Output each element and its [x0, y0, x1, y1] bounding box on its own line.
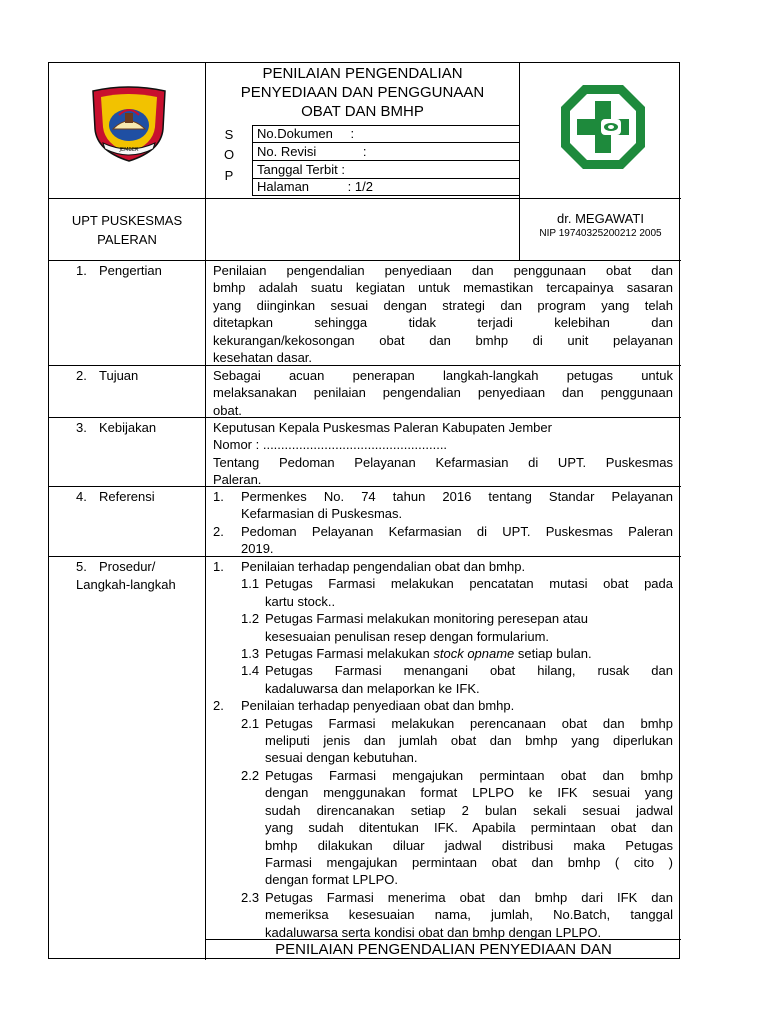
procedure-group: [213, 558, 673, 575]
procedure-step: [213, 610, 673, 645]
sop-letter: P: [224, 168, 234, 183]
step-number: 1.3: [241, 646, 260, 662]
text-line: Farmasi mengajukan permintaan obat dan bmhp ( cito ): [265, 854, 673, 870]
step-number: 1.1: [241, 576, 260, 592]
procedure-step: [213, 645, 673, 662]
section-label: Langkah-langkah: [76, 577, 176, 592]
procedure-list: [213, 558, 673, 941]
title-line: OBAT DAN BMHP: [301, 103, 424, 120]
text-line: Petugas Farmasi menerima obat dan bmhp dari IFK dan: [265, 889, 673, 905]
procedure-step: [213, 767, 673, 889]
meta-label: Tanggal Terbit: [257, 162, 338, 177]
text-line: kesesuaian penulisan resep dengan formularium.: [265, 628, 550, 644]
step-number: 1.4: [241, 663, 260, 679]
procedure-group: [213, 697, 673, 714]
text-line: Paleran.: [213, 472, 262, 488]
text-line: memeriksa kesesuaian nama, jumlah, No.Batch, tanggal: [265, 907, 673, 923]
signer-name: dr. MEGAWATI: [557, 211, 644, 226]
sop-letter: O: [223, 147, 235, 162]
text-line: melaksanakan penilaian pengendalian penyediaan dan penggunaan: [213, 385, 673, 401]
step-number: 2.3: [241, 889, 260, 905]
meta-label: No. Revisi: [257, 144, 317, 159]
group-number: 2.: [213, 698, 224, 714]
text-line: kesehatan dasar.: [213, 350, 313, 366]
text-line: Petugas Farmasi menangani obat hilang, rusak dan: [265, 663, 673, 679]
procedure-step: [213, 575, 673, 610]
meta-value: :: [362, 144, 367, 159]
text-line: Petugas Farmasi melakukan pencatatan mutasi obat pada: [265, 576, 673, 592]
text-line: 2019.: [241, 541, 274, 557]
text-line: sudah direncanakan setiap 2 bulan sekali sesuai jadwal: [265, 802, 673, 818]
group-title: Penilaian terhadap pengendalian obat dan bmhp.: [241, 559, 526, 574]
section-label: Tujuan: [99, 368, 139, 383]
organization-name: [49, 211, 205, 249]
section-body: [213, 262, 673, 366]
italic-term: stock opname: [433, 646, 515, 662]
text-line: Petugas Farmasi melakukan perencanaan obat dan bmhp: [265, 715, 673, 731]
text-line: Pedoman Pelayanan Kefarmasian di UPT. Puskesmas Paleran: [241, 523, 673, 539]
org-line: PALERAN: [97, 232, 157, 247]
text-line: dengan format LPLPO.: [265, 872, 398, 888]
text-line: Tentang Pedoman Pelayanan Kefarmasian di UPT. Puskesmas: [213, 454, 673, 470]
reference-list: [213, 488, 673, 558]
section-label: Prosedur/: [99, 559, 156, 574]
sop-letter: S: [224, 127, 234, 142]
text-span: setiap bulan.: [514, 646, 592, 662]
text-line: Petugas Farmasi melakukan monitoring peresepan atau: [265, 611, 589, 627]
text-line: bmhp adalah suatu kegiatan untuk memastikan tercapainya sasaran: [213, 280, 673, 296]
text-span: Petugas Farmasi melakukan: [265, 646, 434, 662]
procedure-step: [213, 889, 673, 941]
section-label: Pengertian: [99, 263, 162, 278]
text-line: [265, 645, 673, 662]
section-label: Referensi: [99, 489, 155, 504]
procedure-step: [213, 715, 673, 767]
text-line: Keputusan Kepala Puskesmas Paleran Kabupaten Jember: [213, 420, 552, 435]
text-line: Sebagai acuan penerapan langkah-langkah petugas untuk: [213, 368, 673, 383]
text-line: yang sudah ditentukan IFK. Apabila permintaan obat dan: [265, 820, 673, 836]
title-line: PENILAIAN PENGENDALIAN: [262, 65, 463, 82]
section-number: 4.: [76, 489, 87, 504]
section-number: 2.: [76, 368, 87, 383]
text-line: sesuai dengan kebutuhan.: [265, 750, 418, 766]
meta-value: : 1/2: [347, 179, 373, 194]
text-line: kartu stock..: [265, 593, 336, 609]
text-line: yang diinginkan sesuai dengan strategi dan program yang telah: [213, 297, 673, 313]
text-line: kadaluwarsa serta kondisi obat dan bmhp dengan LPLPO.: [265, 924, 602, 940]
text-line: meliputi jenis dan jumlah obat dan bmhp yang diperlukan: [265, 733, 673, 749]
signer-nip: NIP 19740325200212 2005: [539, 228, 662, 239]
meta-value: :: [350, 126, 355, 141]
divider: [49, 260, 681, 261]
group-title: Penilaian terhadap penyediaan obat dan bmhp.: [241, 698, 515, 714]
approval-block: [520, 211, 681, 239]
puskesmas-logo: [559, 83, 647, 171]
section-body: [213, 419, 673, 489]
item-number: 1.: [213, 489, 224, 504]
text-line: Kefarmasian di Puskesmas.: [241, 506, 403, 522]
text-line: Petugas Farmasi mengajukan permintaan obat dan bmhp: [265, 767, 673, 783]
text-line: Nomor : ...................................................: [213, 437, 448, 453]
text-line: Permenkes No. 74 tahun 2016 tentang Standar Pelayanan: [241, 489, 673, 504]
sop-document: [48, 62, 680, 959]
list-item: [213, 488, 673, 523]
group-number: 1.: [213, 559, 224, 574]
text-line: kekurangan/kekosongan obat dan bmhp di unit pelayanan: [213, 332, 673, 348]
text-line: obat.: [213, 402, 242, 418]
step-number: 2.1: [241, 715, 260, 731]
text-line: Penilaian pengendalian penyediaan dan penggunaan obat dan: [213, 263, 673, 278]
section-number: 3.: [76, 420, 87, 435]
meta-label: No.Dokumen: [257, 126, 333, 141]
meta-table: [252, 125, 520, 196]
text-line: ditetapkan sehingga tidak terjadi kelebihan dan: [213, 315, 673, 331]
item-number: 2.: [213, 523, 224, 539]
text-line: kadaluwarsa dan melaporkan ke IFK.: [265, 680, 480, 696]
divider: [49, 198, 681, 199]
meta-value: :: [341, 162, 345, 177]
title-line: PENYEDIAAN DAN PENGGUNAAN: [240, 84, 485, 101]
procedure-step: [213, 662, 673, 697]
section-number: 5.: [76, 559, 87, 574]
next-page-title: PENILAIAN PENGENDALIAN PENYEDIAAN DAN: [275, 941, 612, 958]
org-line: UPT PUSKESMAS: [71, 213, 183, 228]
list-item: [213, 523, 673, 558]
text-line: dengan menggunakan format LPLPO ke IFK sesuai yang: [265, 785, 673, 801]
text-line: bmhp dilakukan diluar jadwal distribusi maka Petugas: [265, 837, 673, 853]
section-label: Kebijakan: [99, 420, 157, 435]
jember-emblem: [89, 85, 169, 163]
section-body: [213, 367, 673, 419]
step-number: 2.2: [241, 767, 260, 783]
section-number: 1.: [76, 263, 87, 278]
page-title: [206, 64, 519, 121]
emblem-text: JEMBER: [119, 147, 139, 153]
step-number: 1.2: [241, 611, 260, 627]
meta-label: Halaman: [257, 179, 310, 194]
